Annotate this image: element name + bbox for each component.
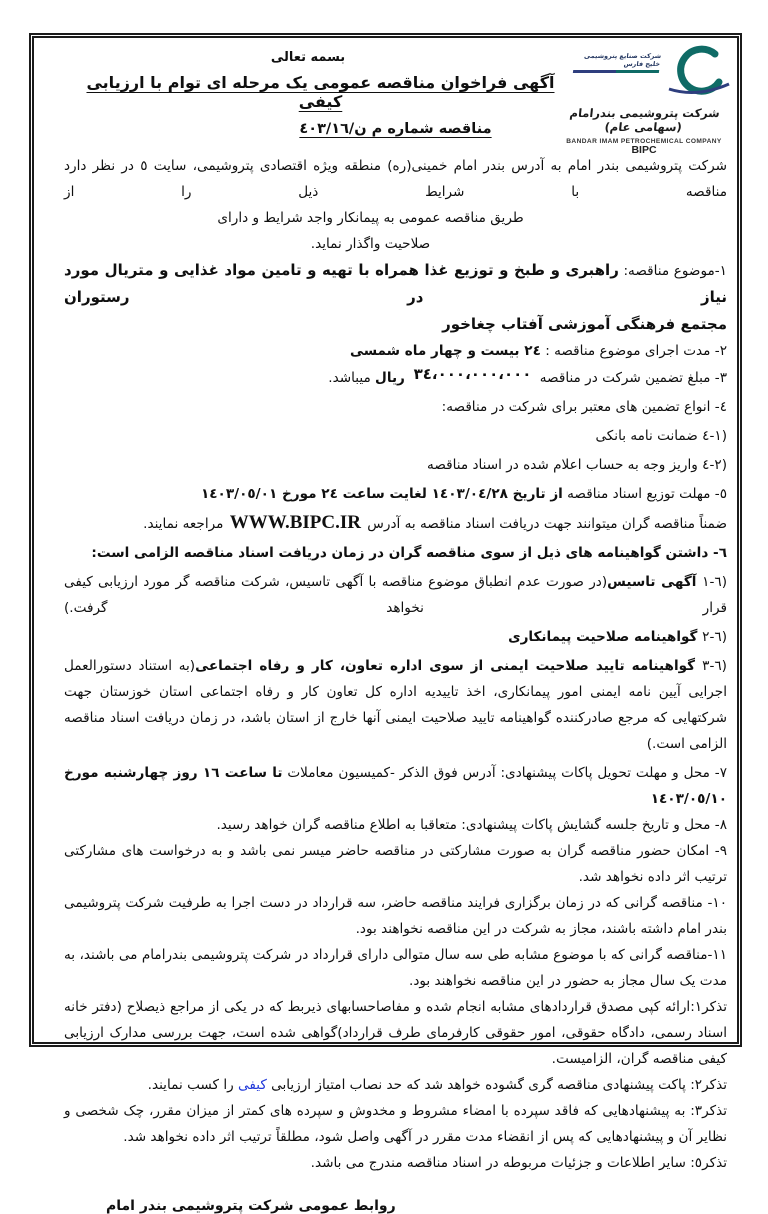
sub-item-4-1-label: ١-٤) [702,428,727,444]
note-1: تذکر١:ارائه کپی مصدق قراردادهای مشابه انجام شده و مفاصاحسابهای ذیربط که در یکی از مراجع ذیصلاح (دفتر خانه اسناد رسمی، دادگاه حقوقی، امور حقوقی کارفرمای طرف قرارداد)گواهی شده است، جهت بررسی مدارک ارزیابی کیفی مناقصه گران، الزامیست. [64,999,727,1067]
logo-emblem [555,42,733,104]
note-5: تذکر٥: سایر اطلاعات و جزئیات مربوطه در اسناد مناقصه مندرج می باشد. [310,1155,727,1171]
crescent-icon [663,42,733,104]
item-1-subject: راهبری و طبخ و توزیع غذا همراه با تهیه و تامین مواد غذایی و متریال مورد نیاز در رستوران [64,261,727,306]
sub-item-4-1-text: ضمانت نامه بانکی [595,428,703,444]
sub-item-6-1 [64,569,727,621]
item-1-line-2 [64,311,727,338]
item-1 [64,257,727,311]
note-2-post: را کسب نمایند. [147,1077,239,1093]
intro-line-1: شرکت پتروشیمی بندر امام به آدرس بندر امام خمینی(ره) منطقه ویژه اقتصادی پتروشیمی، سایت ٥ در نظر دارد مناقصه با شرایط ذیل را از [64,158,727,200]
note-2 [64,1072,727,1098]
company-logo [555,42,733,156]
sub-item-6-2-title: گواهینامه صلاحیت پیمانکاری [508,629,703,645]
sub-item-6-2-label: ٦-٢) [702,629,727,645]
item-1-label: ١-موضوع مناقصه: [618,263,727,279]
item-4: ٤- انواع تضمین های معتبر برای شرکت در مناقصه: [441,399,727,415]
note-2-quality-word: کیفی [238,1077,267,1093]
intro-line-2: طریق مناقصه عمومی به پیمانکار واجد شرایط و دارای صلاحیت واگذار نماید. [217,210,524,252]
holding-name-text: شرکت صنایع پتروشیمی خلیج فارس [583,52,662,68]
item-5 [64,481,727,507]
sub-item-6-3-title: گواهینامه تایید صلاحیت ایمنی از سوی اداره تعاون، کار و رفاه اجتماعی [195,658,703,674]
item-8: ٨- محل و تاریخ جلسه گشایش پاکات پیشنهادی: متعاقبا به اطلاع مناقصه گران خواهد رسید. [216,817,727,833]
item-3 [64,364,727,391]
sub-item-6-1-text: (در صورت عدم انطباق موضوع مناقصه با آگهی تاسیس، شرکت مناقصه گر مورد ارزیابی کیفی قرار نخواهد گرفت.) [64,574,727,616]
company-abbr: BIPC [631,144,657,156]
item-9: ٩- امکان حضور مناقصه گران به صورت مشارکتی در مناقصه حاضر میسر نمی باشد و به درخواست های مشارکتی ترتیب اثر داده نخواهد شد. [64,843,727,885]
item-2-label: ٢- مدت اجرای موضوع مناقصه : [540,343,727,359]
item-11: ١١-مناقصه گرانی که با موضوع مشابه طی سه سال متوالی دارای قرارداد در شرکت پتروشیمی بندرامام می باشند، به مدت یک سال مجاز به حضور در این مناقصه نخواهند بود. [64,947,727,989]
sub-item-4-1 [64,423,727,449]
item-7-deadline: تا ساعت ١٦ روز چهارشنبه مورخ ١٤٠٣/٠٥/١٠ [64,765,727,807]
website-line-pre: ضمناً مناقصه گران میتوانند جهت دریافت اسناد مناقصه به آدرس [362,516,727,532]
item-2-duration: ٢٤ بیست و چهار ماه شمسی [349,343,541,359]
logo-bar [573,70,659,73]
holding-name [573,42,663,73]
sub-item-4-2-text: واریز وجه به حساب اعلام شده در اسناد مناقصه [427,457,703,473]
sub-item-4-2-label: ٢-٤) [702,457,727,473]
item-7 [64,760,727,812]
website-line [64,510,727,537]
company-name-fa: شرکت پتروشیمی بندرامام (سهامی عام) [568,106,721,134]
item-3-tail: میباشد. [328,370,376,386]
item-5-label: ٥- مهلت توزیع اسناد مناقصه [562,486,727,502]
sub-item-6-2 [64,624,727,650]
page-border [29,33,742,1214]
sub-item-6-3 [64,653,727,757]
item-3-label: ٣- مبلغ تضمین شرکت در مناقصه [535,370,727,386]
sub-item-6-1-label: ٦-١) [702,574,727,590]
website-line-post: مراجعه نمایند. [143,516,228,532]
sub-item-6-3-label: ٦-٣) [702,658,727,674]
announcement-title: آگهی فراخوان مناقصه عمومی یک مرحله ای توام با ارزیابی کیفی [86,73,555,111]
item-5-dates: از تاریخ ١٤٠٣/٠٤/٢٨ لغایت ساعت ٢٤ مورخ ١٤٠٣/٠٥/٠١ [200,486,563,502]
item-10: ١٠- مناقصه گرانی که در زمان برگزاری فرایند مناقصه حاضر، سه قرارداد در دست اجرا به طرفیت شرکت پتروشیمی بندر امام داشته باشند، مجاز به شرکت در این مناقصه نخواهند بود. [64,895,727,937]
item-7-label: ٧- محل و مهلت تحویل پاکات پیشنهادی: آدرس فوق الذکر -کمیسیون معاملات [282,765,728,781]
tender-number: مناقصه شماره م ن/٤٠٣/١٦ [299,121,492,137]
item-6: ٦- داشتن گواهینامه های ذیل از سوی مناقصه گران در زمان دریافت اسناد مناقصه الزامی است: [91,545,727,561]
guarantee-amount: ٣٤،٠٠٠،٠٠٠،٠٠٠ [413,365,532,383]
rial-unit: ریال [375,370,410,386]
sub-item-4-2 [64,452,727,478]
website-url: WWW.BIPC.IR [229,512,361,533]
bismillah: بسمه تعالی [270,50,346,65]
note-3: تذکر٣: به پیشنهادهایی که فاقد سپرده با امضاء مشروط و مخدوش و سپرده های کمتر از میزان مقرر، چک شخصی و نظایر آن و پیشنهادهایی که پس از انقضاء مدت مقرر در آگهی واصل شود، مطلقاً ترتیب اثر داده نخواهد شد. [64,1103,727,1145]
company-name-en: BANDAR IMAM PETROCHEMICAL COMPANY [566,138,722,145]
note-2-pre: تذکر٢: پاکت پیشنهادی مناقصه گری گشوده خواهد شد که حد نصاب امتیاز ارزیابی [266,1077,727,1093]
sub-item-6-3-text: (به استناد دستورالعمل اجرایی آیین نامه ایمنی امور پیمانکاری، اخذ تاییدیه اداره کل تعاون کار و رفاه اجتماعی استان خوزستان جهت شرکتهایی که مرجع صادرکننده گواهینامه تایید صلاحیت ایمنی آنها خارج از استان باشد، در زمان دریافت اسناد مناقصه الزامی است.) [64,658,727,752]
item-1-subject-cont: مجتمع فرهنگی آموزشی آفتاب چغاخور [442,315,727,333]
footer-signature: روابط عمومی شرکت پتروشیمی بندر امام [106,1198,396,1214]
sub-item-6-1-title: آگهی تاسیس [607,574,703,590]
item-2 [64,338,727,364]
